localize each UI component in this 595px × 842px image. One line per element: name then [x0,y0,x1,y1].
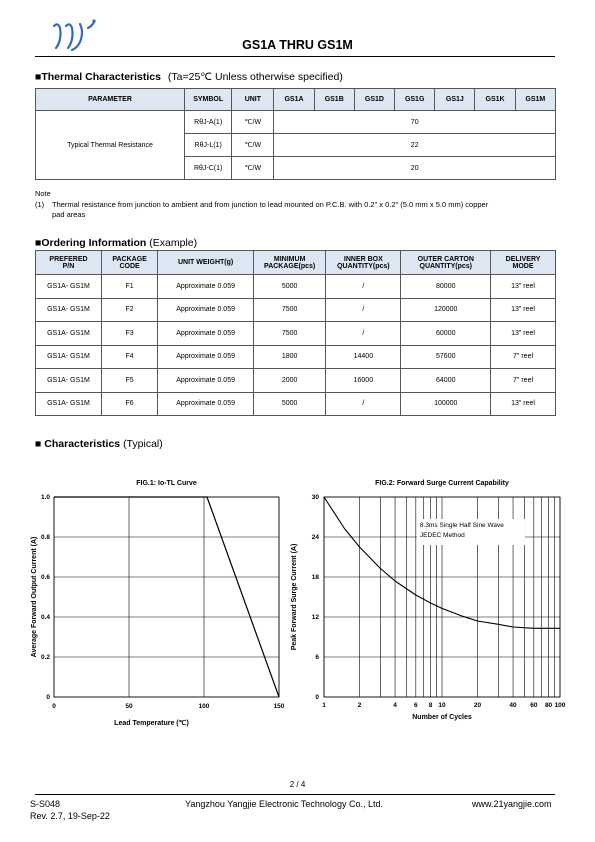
ordering-cell: 64000 [401,369,491,393]
ordering-cell: 13" reel [491,322,556,346]
thermal-unit-cell: ℃/W [232,134,274,157]
fig1-y-tick-label: 0 [46,694,50,701]
ordering-cell: GS1A- GS1M [36,298,102,322]
ordering-cell: 1800 [254,345,326,369]
fig1-plot-frame [54,497,279,697]
ordering-row [36,298,556,322]
fig2-y-axis-label: Peak Forward Surge Current (A) [291,543,298,651]
ordering-col-header-line: MODE [512,262,534,270]
ordering-cell: 13" reel [491,298,556,322]
ordering-cell: GS1A- GS1M [36,345,102,369]
ordering-cell: 7" reel [491,369,556,393]
ordering-col-header-line: P/N [62,262,75,270]
ordering-col-header [326,251,401,275]
ordering-cell: 7" reel [491,345,556,369]
ordering-col-header-line: PACKAGE [112,255,147,263]
ordering-cell: GS1A- GS1M [36,369,102,393]
ordering-cell: 80000 [401,275,491,299]
ordering-cell: 57600 [401,345,491,369]
thermal-value-cell: 20 [274,157,556,180]
ordering-cell: F6 [101,392,157,416]
ordering-col-header-line: QUANTITY(pcs) [419,262,472,270]
document-code: S-S048 [30,799,61,809]
fig1-io-tl-curve [54,497,279,697]
fig2-y-tick-label: 0 [315,694,319,701]
fig1-y-tick-label: 0.4 [40,614,50,621]
ordering-cell: 7500 [254,298,326,322]
company-name: Yangzhou Yangjie Electronic Technology Co., Ltd. [185,799,383,809]
fig2-annotation-line: JEDEC Method [419,532,465,539]
company-url[interactable]: www.21yangjie.com [472,799,552,809]
ordering-cell: 2000 [254,369,326,393]
ordering-row [36,392,556,416]
thermal-value-cell: 70 [274,111,556,134]
fig2-surge-current-chart [285,474,575,734]
thermal-unit-cell: ℃/W [232,111,274,134]
fig2-annotation-line: 8.3ms Single Half Sine Wave [419,522,504,529]
ordering-col-header-line: OUTER CARTON [417,255,474,263]
fig1-x-tick-label: 50 [125,703,133,710]
ordering-cell: 100000 [401,392,491,416]
thermal-col-header: GS1B [314,89,354,111]
thermal-symbol-cell: RθJ-A(1) [184,111,231,134]
ordering-cell: / [326,275,401,299]
ordering-cell: / [326,322,401,346]
revision-date: Rev. 2.7, 19-Sep-22 [30,811,110,821]
ordering-cell: F2 [101,298,157,322]
thermal-symbol-cell: RθJ-L(1) [184,134,231,157]
thermal-table-header [36,89,556,111]
fig2-x-tick-label: 80 [544,702,553,709]
footer-divider [35,794,555,795]
fig2-x-axis-label: Number of Cycles [412,714,472,721]
thermal-col-header: GS1M [515,89,555,111]
ordering-cell: Approximate 0.059 [158,392,254,416]
thermal-unit-cell: ℃/W [232,157,274,180]
ordering-cell: 14400 [326,345,401,369]
ordering-col-header-line: UNIT WEIGHT(g) [178,259,234,266]
ordering-cell: F4 [101,345,157,369]
fig2-y-tick-label: 6 [315,654,319,661]
ordering-col-header [101,251,157,275]
thermal-value-cell: 22 [274,134,556,157]
fig2-x-tick-label: 2 [357,702,362,709]
ordering-row [36,369,556,393]
ordering-row [36,275,556,299]
ordering-cell: Approximate 0.059 [158,322,254,346]
ordering-cell: Approximate 0.059 [158,298,254,322]
fig2-x-tick-label: 20 [473,702,482,709]
ordering-col-header-line: CODE [119,262,140,270]
ordering-cell: F1 [101,275,157,299]
fig2-x-tick-label: 10 [438,702,446,709]
thermal-col-header: GS1J [435,89,475,111]
fig1-y-axis-label: Average Forward Output Current (A) [31,536,38,658]
ordering-cell: 13" reel [491,275,556,299]
page-number: 2 / 4 [289,780,306,789]
thermal-col-header: GS1A [274,89,314,111]
ordering-col-header-line: MINIMUM [273,255,306,263]
thermal-table [35,88,556,180]
thermal-col-header: SYMBOL [184,89,231,111]
fig1-y-tick-label: 0.6 [40,574,50,581]
ordering-cell: 7500 [254,322,326,346]
ordering-row [36,322,556,346]
ordering-col-header-line: INNER BOX [343,255,383,263]
fig2-x-tick-label: 100 [554,702,566,709]
ordering-col-header-line: PREFERED [49,255,88,263]
ordering-cell: F3 [101,322,157,346]
fig2-y-tick-label: 30 [311,494,319,501]
fig2-y-tick-label: 12 [311,614,319,621]
ordering-cell: Approximate 0.059 [158,275,254,299]
thermal-col-header: GS1K [475,89,515,111]
ordering-col-header-line: DELIVERY [505,255,541,263]
document-title: GS1A THRU GS1M [242,38,353,52]
fig1-x-tick-label: 0 [52,703,56,710]
ordering-cell: GS1A- GS1M [36,392,102,416]
fig2-title: FIG.2: Forward Surge Current Capability [375,480,509,487]
fig1-x-axis-label: Lead Temperature (℃) [114,720,189,727]
note-number: (1) [35,200,45,209]
characteristics-section-heading: ■ Characteristics (Typical) [35,438,163,450]
note-text-line2: pad areas [52,210,86,219]
fig1-y-tick-label: 1.0 [40,494,50,501]
ordering-col-header-line: QUANTITY(pcs) [337,262,390,270]
fig2-x-tick-label: 1 [322,702,326,709]
fig1-io-tl-chart [25,474,290,734]
ordering-cell: GS1A- GS1M [36,322,102,346]
thermal-section-heading: ■Thermal Characteristics (Ta=25℃ Unless otherwise specified) [35,71,343,83]
ordering-cell: 120000 [401,298,491,322]
fig2-x-tick-label: 4 [393,702,397,709]
note-label: Note [35,189,51,198]
fig2-x-tick-label: 60 [530,702,538,709]
thermal-row [36,111,556,134]
fig2-y-tick-label: 24 [311,534,319,541]
ordering-col-header-line: PACKAGE(pcs) [264,262,316,270]
ordering-table [35,250,556,416]
ordering-row [36,345,556,369]
thermal-col-header: GS1G [395,89,435,111]
ordering-section-heading: ■Ordering Information (Example) [35,237,198,249]
ordering-cell: F5 [101,369,157,393]
fig1-y-tick-label: 0.8 [40,534,50,541]
thermal-symbol-cell: RθJ-C(1) [184,157,231,180]
fig1-title: FIG.1: Io-TL Curve [136,480,197,487]
ordering-table-header [36,251,556,275]
thermal-col-header: PARAMETER [36,89,185,111]
thermal-col-header: UNIT [232,89,274,111]
ordering-cell: / [326,392,401,416]
ordering-cell: Approximate 0.059 [158,345,254,369]
ordering-col-header [491,251,556,275]
fig1-x-tick-label: 100 [198,703,210,710]
ordering-col-header [254,251,326,275]
thermal-col-header: GS1D [354,89,394,111]
thermal-parameter-cell: Typical Thermal Resistance [36,111,185,180]
title-divider [35,56,555,57]
ordering-cell: 13" reel [491,392,556,416]
fig2-x-tick-label: 40 [509,702,517,709]
ordering-cell: 5000 [254,392,326,416]
fig2-y-tick-label: 18 [311,574,319,581]
ordering-cell: 60000 [401,322,491,346]
ordering-col-header [401,251,491,275]
ordering-cell: GS1A- GS1M [36,275,102,299]
ordering-cell: / [326,298,401,322]
ordering-cell: 16000 [326,369,401,393]
ordering-cell: Approximate 0.059 [158,369,254,393]
fig2-x-tick-label: 8 [428,702,433,709]
fig2-x-tick-label: 6 [414,702,418,709]
fig1-y-tick-label: 0.2 [40,654,50,661]
ordering-col-header [36,251,102,275]
fig1-x-tick-label: 150 [273,703,285,710]
note-text-line1: Thermal resistance from junction to ambient and from junction to lead mounted on P.C.B. with 0.2" x 0.2" (5.0 mm x 5.0 mm) copper [52,200,489,209]
ordering-col-header [158,251,254,275]
ordering-cell: 5000 [254,275,326,299]
